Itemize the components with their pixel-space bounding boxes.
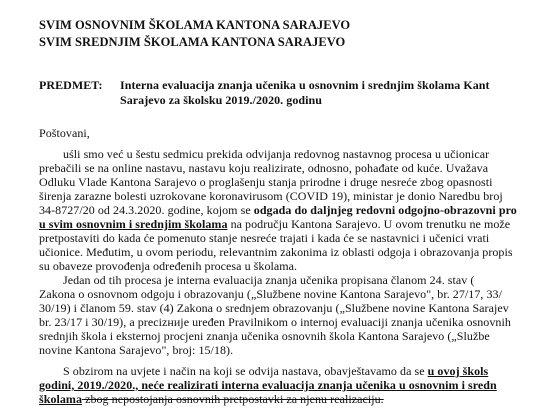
subject-label: PREDMET: bbox=[39, 78, 103, 92]
paragraph-1-line: širenja zarazne bolesti uzrokovane koronavirusom (COVID 19), ministar je donio Naredbu broj bbox=[39, 189, 503, 203]
paragraph-1-line: učionice. Međutim, u ovom periodu, relevantnim zakonima iz oblasti odgoja i obrazovanja propis bbox=[39, 245, 513, 259]
subject-line-1: Interna evaluacija znanja učenika u osnovnim i srednjim školama Kant bbox=[120, 78, 490, 92]
paragraph-1-line: uśli smo već u šestu sedmicu prekida odvijanja redovnog nastavnog procesa u učionicar bbox=[63, 147, 490, 161]
paragraph-1-line bbox=[39, 217, 510, 231]
paragraph-1-line bbox=[39, 203, 517, 217]
schools-emphasis: školama bbox=[39, 392, 83, 406]
paragraph-2-line: br. 23/17 i 30/19), a precizније uređen Pravilnikom o internoj evaluaciji znanja učenika osnovnih bbox=[39, 315, 511, 329]
no-evaluation-emphasis: godini, 2019./2020., neće realizirati interna evaluacija znanja učenika u osnovnim i sredn bbox=[39, 378, 497, 392]
greeting: Poštovani, bbox=[39, 126, 90, 140]
paragraph-2-line: srednjih škola i eksternoj procjeni znanja učenika osnovnih škola Kantona Sarajevo („Službe bbox=[39, 329, 490, 343]
paragraph-1-line: prebačili se na online nastavu, nastavu koju realizirate, odnosno, pohađate od kuće. Uvažava bbox=[39, 161, 489, 175]
paragraph-3-line bbox=[63, 364, 488, 378]
recipient-line-2: SVIM SREDNJIM ŠKOLAMA KANTONA SARAJEVO bbox=[39, 35, 346, 49]
paragraph-1-line: su obaveze provođenja određenih procesa u školama. bbox=[39, 259, 298, 273]
paragraph-1-line: pretpostaviti do kada će pomenuto stanje nesreće trajati i kada će se nastavnici i učenici vrati bbox=[39, 231, 490, 245]
recipient-line-1: SVIM OSNOVNIM ŠKOLAMA KANTONA SARAJEVO bbox=[39, 18, 351, 32]
postponement-emphasis: odgada do daljnjeg redovni odgojno-obrazovni pro bbox=[253, 203, 517, 217]
notice-text: S obzirom na uvjete i način na koji se odvija nastava, obavještavamo da se bbox=[63, 364, 428, 378]
all-schools-emphasis: u svim osnovnim i srednjim školama bbox=[39, 217, 228, 231]
paragraph-3-line bbox=[39, 392, 384, 406]
school-year-emphasis: u ovoj škols bbox=[427, 364, 489, 378]
paragraph-2-line: Zakona o osnovnom odgoju i obrazovanju („Službene novine Kantona Sarajevo", br. 27/17, 33/ bbox=[39, 287, 502, 301]
area-text: na području Kantona Sarajevo. U ovom trenutku ne može bbox=[227, 217, 511, 231]
order-reference-text: 34-8727/20 od 24.3.2020. godine, kojom se bbox=[39, 203, 251, 217]
reason-text: zbog nepostojanja osnovnih pretpostavki za njenu realizaciju. bbox=[82, 392, 384, 406]
paragraph-2-line: 30/19) i članom 59. stav (4) Zakona o srednjem obrazovanju („Službene novine Kantona Sarajev bbox=[39, 301, 509, 315]
paragraph-2-line: novine Kantona Sarajevo", broj: 15/18). bbox=[39, 343, 234, 357]
subject-line-2: Sarajevo za školsku 2019./2020. godinu bbox=[120, 93, 322, 107]
paragraph-2-line: Jedan od tih procesa je interna evaluacija znanja učenika propisana članom 24. stav ( bbox=[63, 273, 475, 287]
paragraph-1-line: Odluku Vlade Kantona Sarajevo o proglašenju stanja prirodne i druge nesreće zbog opasnosti bbox=[39, 175, 493, 189]
